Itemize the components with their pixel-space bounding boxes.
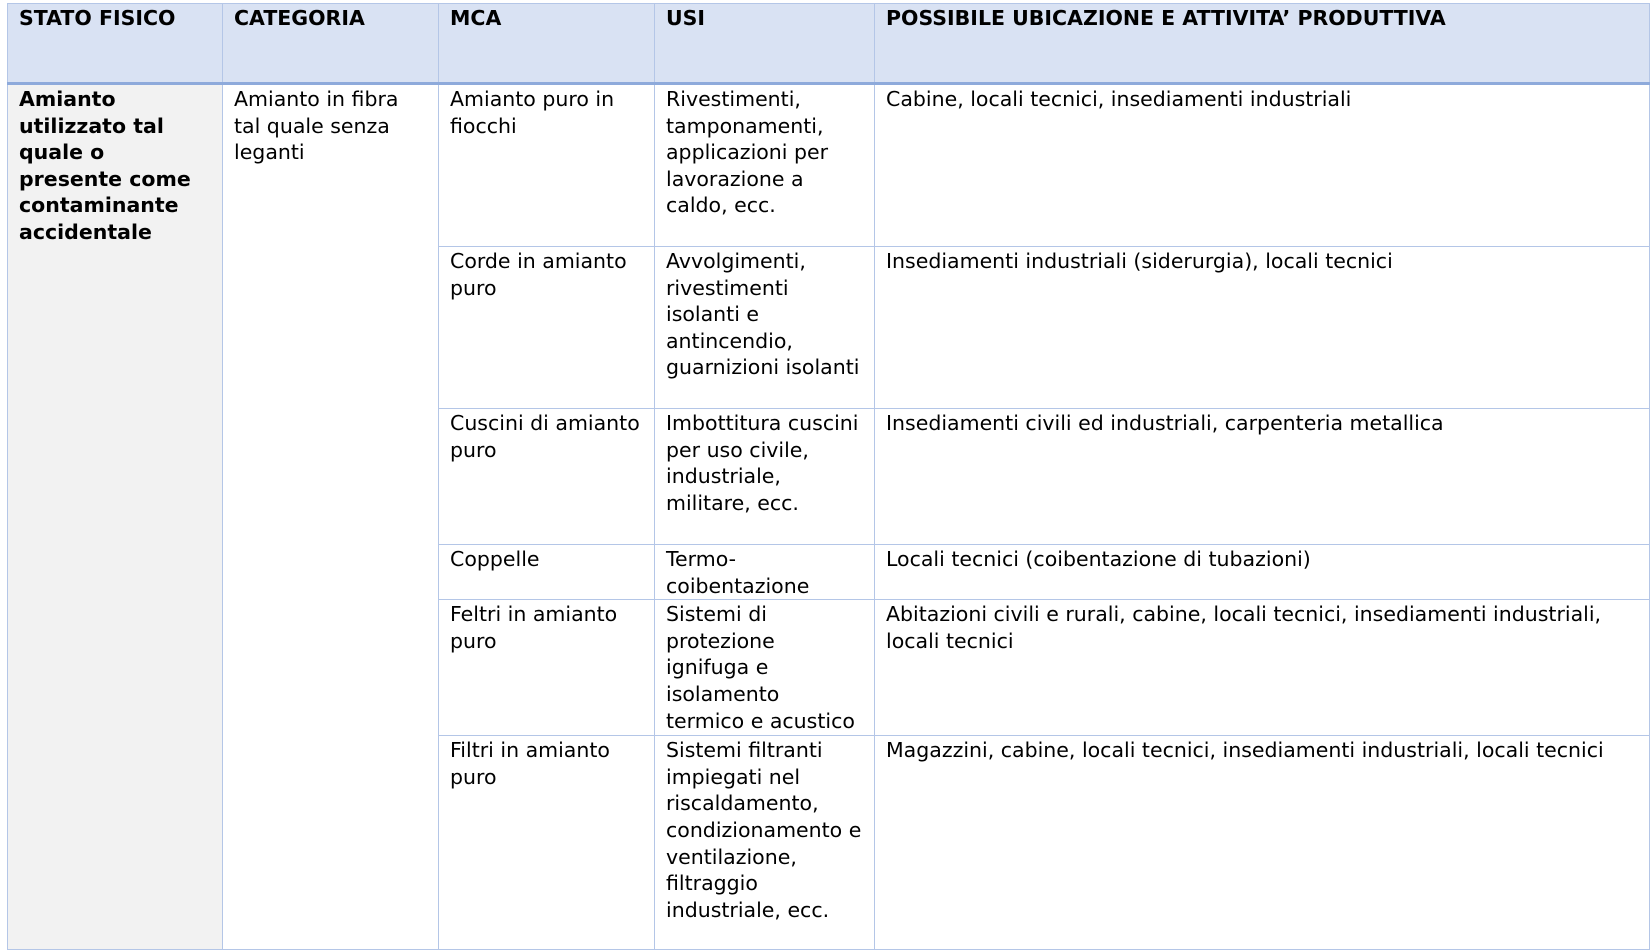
mca-cell: Corde in amianto puro [439,247,655,409]
usi-cell: Rivestimenti, tamponamenti, applicazioni per lavorazione a caldo, ecc. [655,84,875,247]
mca-cell: Cuscini di amianto puro [439,409,655,545]
header-row [8,4,1650,84]
usi-cell: Avvolgimenti, rivestimenti isolanti e antincendio, guarnizioni isolanti [655,247,875,409]
stato-fisico-cell: Amianto utilizzato tal quale o presente come contaminante accidentale [8,84,223,950]
mca-cell: Coppelle [439,545,655,600]
ubicazione-cell: Magazzini, cabine, locali tecnici, insediamenti industriali, locali tecnici [875,736,1650,950]
usi-cell: Termo-coibentazione [655,545,875,600]
header-usi: USI [655,4,875,84]
ubicazione-cell: Cabine, locali tecnici, insediamenti industriali [875,84,1650,247]
table-row [8,84,1650,247]
table-body [8,84,1650,950]
categoria-cell: Amianto in fibra tal quale senza leganti [223,84,439,950]
header-stato-fisico: STATO FISICO [8,4,223,84]
mca-cell: Amianto puro in fiocchi [439,84,655,247]
ubicazione-cell: Locali tecnici (coibentazione di tubazioni) [875,545,1650,600]
mca-cell: Filtri in amianto puro [439,736,655,950]
ubicazione-cell: Insediamenti industriali (siderurgia), locali tecnici [875,247,1650,409]
ubicazione-cell: Abitazioni civili e rurali, cabine, locali tecnici, insediamenti industriali, locali tecnici [875,600,1650,736]
mca-cell: Feltri in amianto puro [439,600,655,736]
table-header [8,4,1650,84]
usi-cell: Sistemi di protezione ignifuga e isolamento termico e acustico [655,600,875,736]
ubicazione-cell: Insediamenti civili ed industriali, carpenteria metallica [875,409,1650,545]
usi-cell: Imbottitura cuscini per uso civile, industriale, militare, ecc. [655,409,875,545]
usi-cell: Sistemi filtranti impiegati nel riscaldamento, condizionamento e ventilazione, filtraggio industriale, ecc. [655,736,875,950]
asbestos-classification-table [7,3,1650,950]
header-mca: MCA [439,4,655,84]
header-ubicazione: POSSIBILE UBICAZIONE E ATTIVITA’ PRODUTTIVA [875,4,1650,84]
header-categoria: CATEGORIA [223,4,439,84]
